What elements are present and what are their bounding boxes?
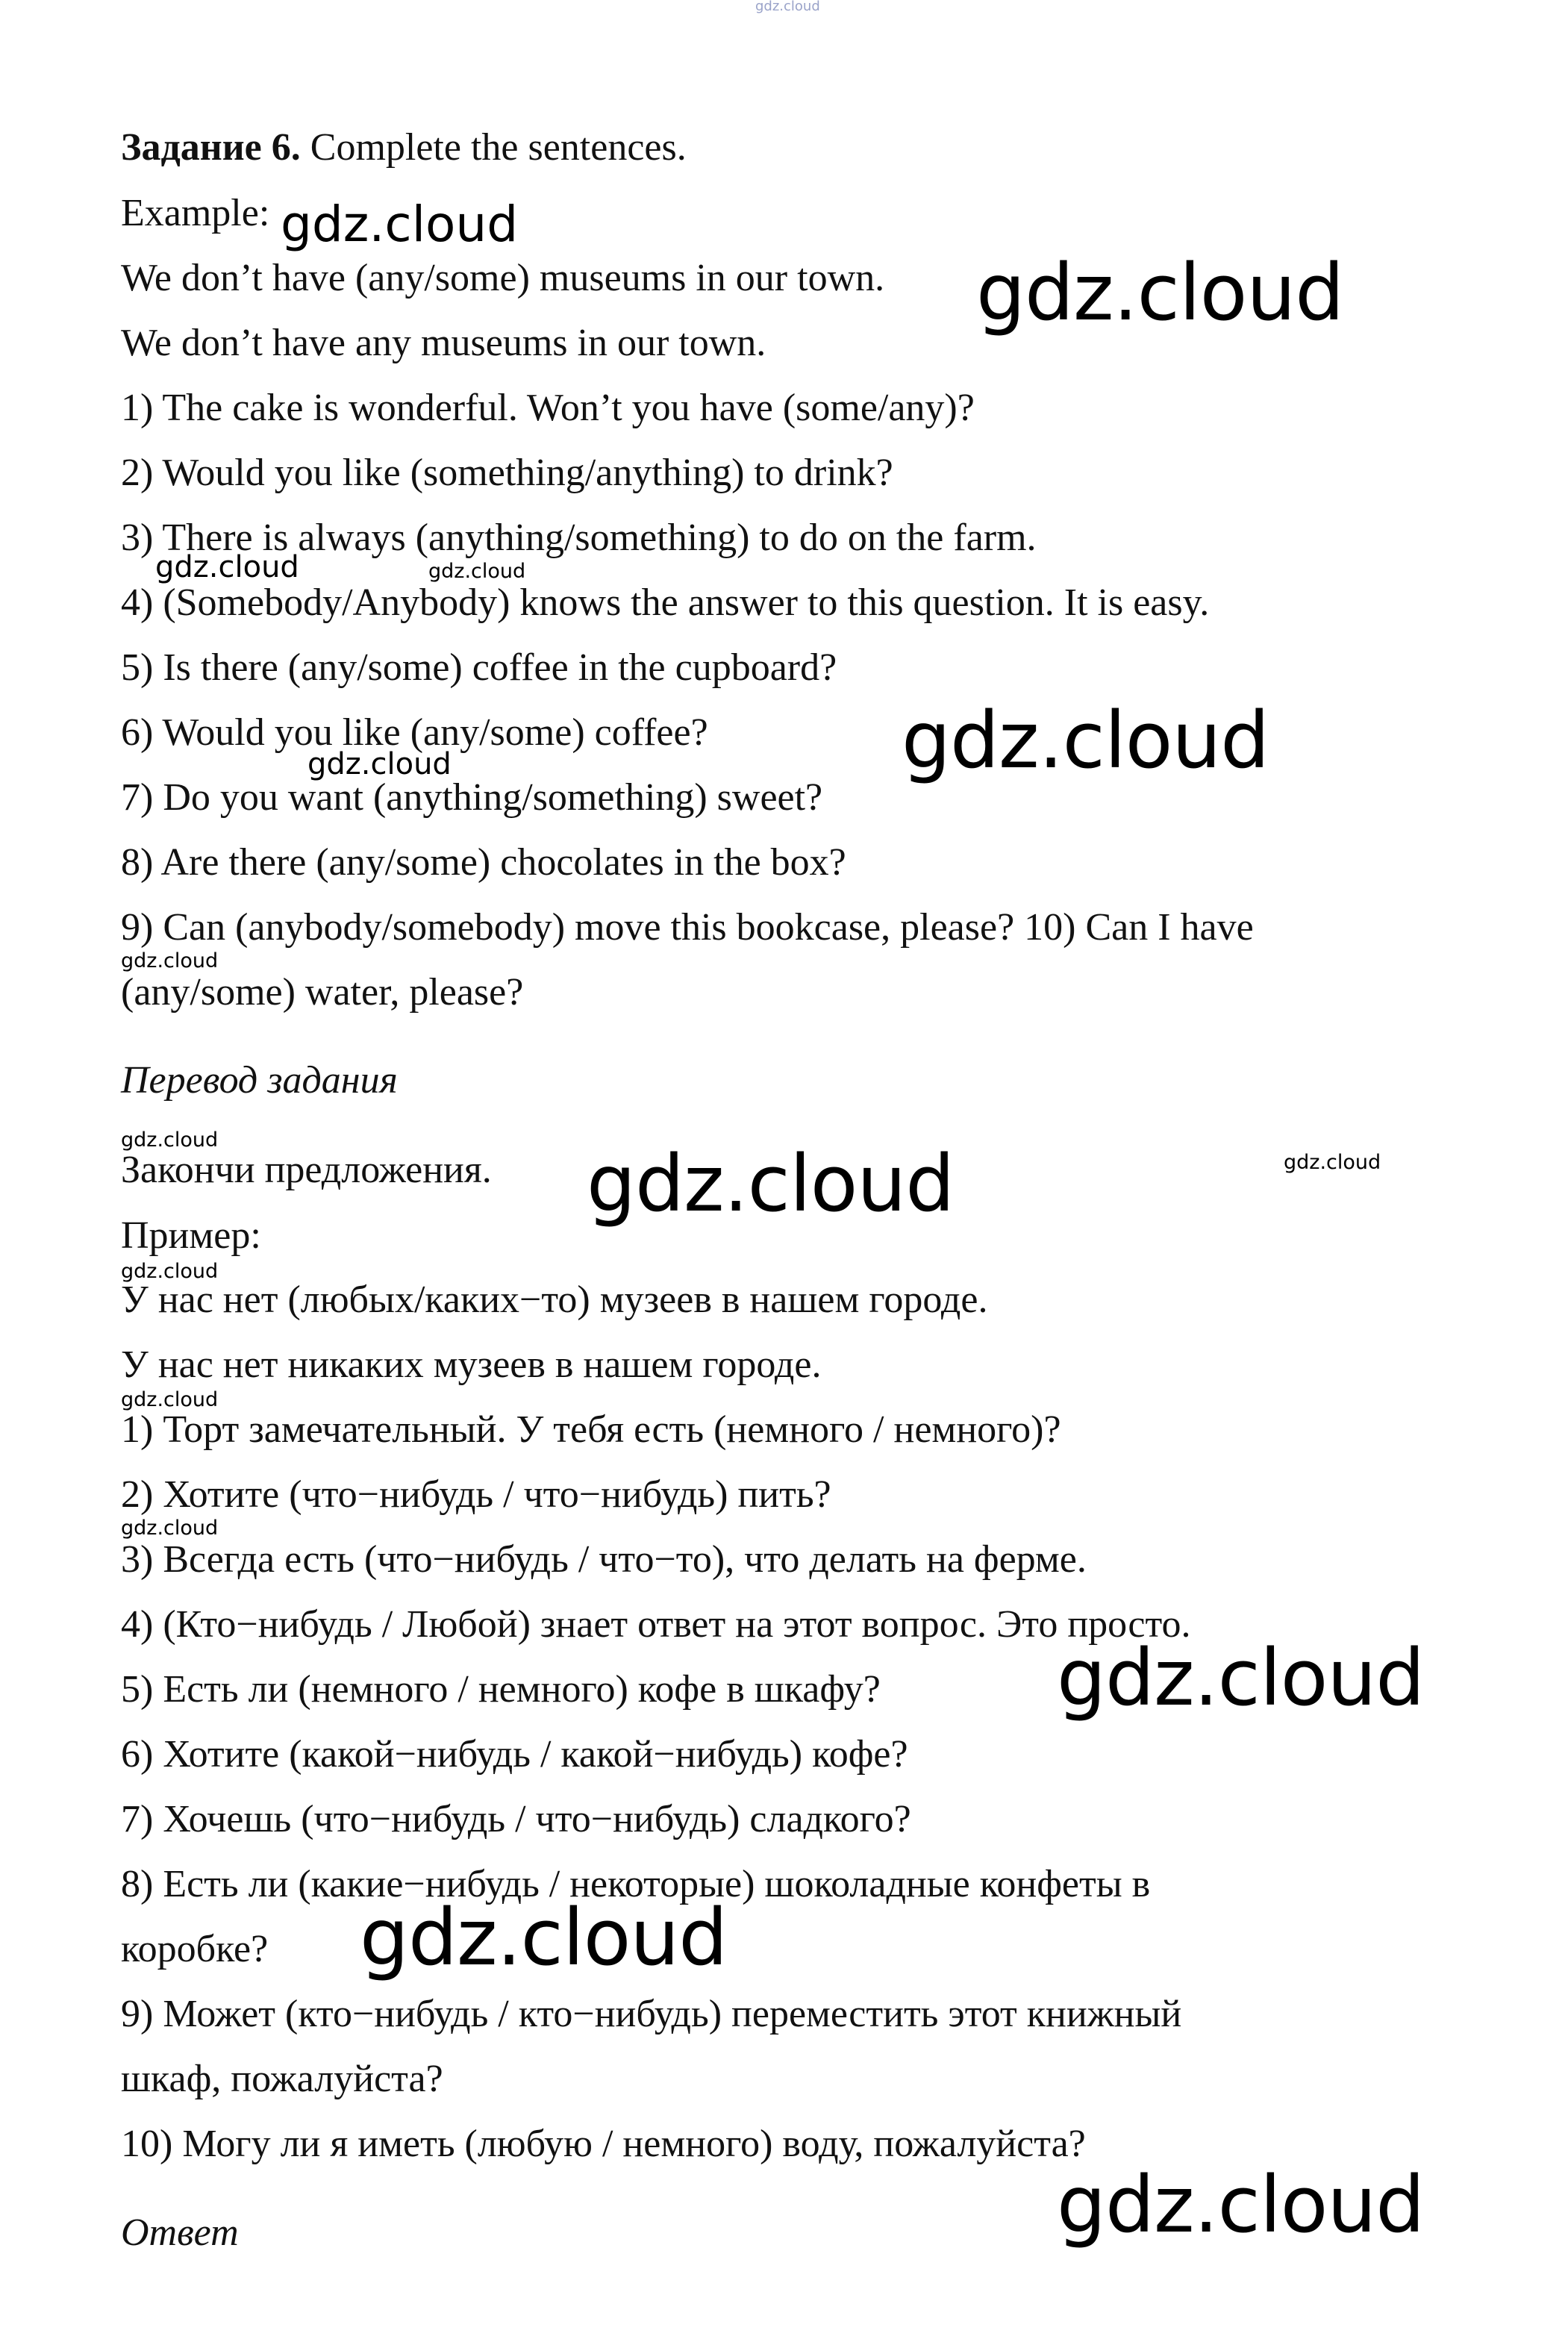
example-question: We don’t have (any/some) museums in our town.	[121, 257, 885, 299]
translation-item: шкаф, пожалуйста?	[121, 2058, 443, 2100]
translation-example-question: У нас нет (любых/каких−то) музеев в нашем городе.	[121, 1278, 988, 1321]
watermark: gdz.cloud	[587, 1138, 955, 1229]
task-item: 2) Would you like (something/anything) to drink?	[121, 452, 893, 494]
task-item: 3) There is always (anything/something) to do on the farm.	[121, 516, 1037, 559]
translation-item: коробке?	[121, 1928, 269, 1970]
translation-item: 3) Всегда есть (что−нибудь / что−то), что делать на ферме.	[121, 1538, 1087, 1581]
watermark: gdz.cloud	[121, 949, 219, 972]
watermark: gdz.cloud	[121, 1128, 219, 1152]
answer-heading: Ответ	[121, 2211, 239, 2254]
task-item: 8) Are there (any/some) chocolates in the box?	[121, 841, 846, 884]
translation-item: 2) Хотите (что−нибудь / что−нибудь) пить?	[121, 1473, 831, 1516]
task-title	[121, 125, 687, 170]
task-item: 9) Can (anybody/somebody) move this bookcase, please? 10) Can I have	[121, 906, 1254, 949]
task-item: 5) Is there (any/some) coffee in the cupboard?	[121, 646, 837, 689]
watermark: gdz.cloud	[1057, 2159, 1425, 2250]
watermark: gdz.cloud	[155, 550, 299, 584]
task-instruction: Complete the sentences.	[300, 126, 687, 169]
task-number: Задание 6.	[121, 126, 301, 169]
translation-example-answer: У нас нет никаких музеев в нашем городе.	[121, 1343, 822, 1386]
watermark: gdz.cloud	[976, 247, 1344, 338]
translation-example-label: Пример:	[121, 1214, 261, 1257]
task-item: 7) Do you want (anything/something) sweet?	[121, 776, 823, 819]
watermark: gdz.cloud	[281, 196, 519, 253]
translation-item: 7) Хочешь (что−нибудь / что−нибудь) сладкого?	[121, 1798, 911, 1840]
translation-instruction: Закончи предложения.	[121, 1149, 492, 1191]
translation-item: 9) Может (кто−нибудь / кто−нибудь) переместить этот книжный	[121, 1993, 1182, 2035]
translation-heading: Перевод задания	[121, 1059, 398, 1102]
watermark: gdz.cloud	[902, 695, 1269, 786]
translation-item: 1) Торт замечательный. У тебя есть (немного / немного)?	[121, 1408, 1061, 1451]
task-item: 4) (Somebody/Anybody) knows the answer to this question. It is easy.	[121, 581, 1210, 624]
watermark: gdz.cloud	[121, 1260, 219, 1283]
watermark: gdz.cloud	[360, 1892, 728, 1983]
example-answer: We don’t have any museums in our town.	[121, 322, 766, 364]
translation-item: 8) Есть ли (какие−нибудь / некоторые) шоколадные конфеты в	[121, 1863, 1151, 1905]
example-label: Example:	[121, 192, 270, 234]
task-item: 6) Would you like (any/some) coffee?	[121, 711, 708, 754]
task-item: (any/some) water, please?	[121, 971, 524, 1014]
translation-item: 6) Хотите (какой−нибудь / какой−нибудь) кофе?	[121, 1733, 908, 1776]
watermark: gdz.cloud	[121, 1388, 219, 1411]
translation-item: 4) (Кто−нибудь / Любой) знает ответ на этот вопрос. Это просто.	[121, 1603, 1191, 1646]
watermark: gdz.cloud	[755, 0, 820, 14]
watermark: gdz.cloud	[121, 1517, 219, 1540]
watermark: gdz.cloud	[1284, 1151, 1381, 1174]
watermark: gdz.cloud	[1057, 1632, 1425, 1723]
translation-item: 10) Могу ли я иметь (любую / немного) воду, пожалуйста?	[121, 2123, 1086, 2165]
watermark: gdz.cloud	[428, 560, 526, 583]
task-item: 1) The cake is wonderful. Won’t you have (some/any)?	[121, 387, 975, 429]
translation-item: 5) Есть ли (немного / немного) кофе в шкафу?	[121, 1668, 881, 1711]
watermark: gdz.cloud	[307, 747, 452, 781]
